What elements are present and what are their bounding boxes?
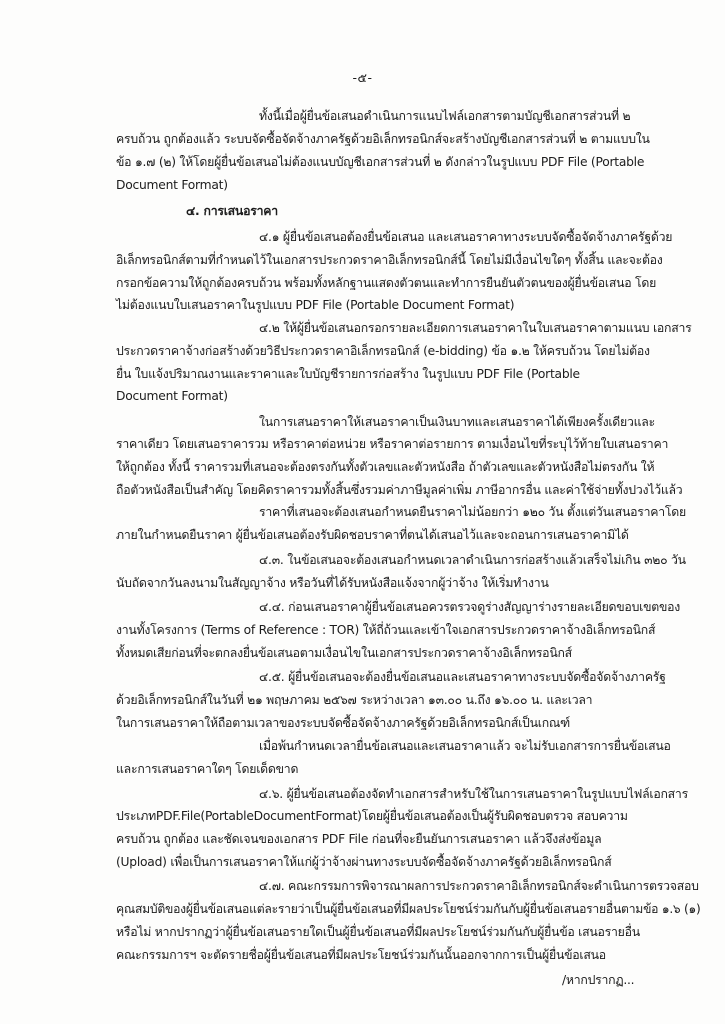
- paragraph-line: ประเภทPDF.File(PortableDocumentFormat)โดยผู้ยื่นข้อเสนอต้องเป็นผู้รับผิดชอบตรวจ สอบความ: [116, 809, 628, 823]
- paragraph-line: ครบถ้วน ถูกต้อง และชัดเจนของเอกสาร PDF File ก่อนที่จะยืนยันการเสนอราคา แล้วจึงส่งข้อมูล: [116, 832, 602, 846]
- paragraph-line: ๔.๗. คณะกรรมการพิจารณาผลการประกวดราคาอิเล็กทรอนิกส์จะดำเนินการตรวจสอบ: [259, 879, 699, 893]
- paragraph-line: นับถัดจากวันลงนามในสัญญาจ้าง หรือวันที่ได้รับหนังสือแจ้งจากผู้ว่าจ้าง ให้เริ่มทำงาน: [116, 576, 549, 590]
- paragraph-line: ๔.๒ ให้ผู้ยื่นข้อเสนอกรอกรายละเอียดการเสนอราคาในใบเสนอราคาตามแนบ เอกสาร: [259, 321, 692, 335]
- paragraph-line: กรอกข้อความให้ถูกต้องครบถ้วน พร้อมทั้งหลักฐานแสดงตัวตนและทำการยืนยันตัวตนของผู้ยื่นข้อเสนอ โดย: [116, 276, 657, 290]
- paragraph-line: เมื่อพ้นกำหนดเวลายื่นข้อเสนอและเสนอราคาแล้ว จะไม่รับเอกสารการยื่นข้อเสนอ: [259, 739, 671, 753]
- section-heading: ๔. การเสนอราคา: [186, 204, 278, 218]
- paragraph-line: ไม่ต้องแนบใบเสนอราคาในรูปแบบ PDF File (Portable Document Format): [116, 298, 515, 312]
- paragraph-line: ราคาเดียว โดยเสนอราคารวม หรือราคาต่อหน่วย หรือราคาต่อรายการ ตามเงื่อนไขที่ระบุไว้ท้ายใบเสนอราคา: [116, 437, 669, 451]
- paragraph-line: ในการเสนอราคาให้เสนอราคาเป็นเงินบาทและเสนอราคาได้เพียงครั้งเดียวและ: [259, 415, 655, 429]
- paragraph-line: ถือตัวหนังสือเป็นสำคัญ โดยคิดราคารวมทั้งสิ้นซึ่งรวมค่าภาษีมูลค่าเพิ่ม ภาษีอากรอื่น และค่าใช้จ่ายทั้งปวงไว้แล้ว: [116, 483, 683, 497]
- paragraph-line: ทั้งนี้เมื่อผู้ยื่นข้อเสนอดำเนินการแนบไฟล์เอกสารตามบัญชีเอกสารส่วนที่ ๒: [259, 109, 631, 123]
- page-number: -๕-: [352, 70, 373, 85]
- paragraph-line: ด้วยอิเล็กทรอนิกส์ในวันที่ ๒๑ พฤษภาคม ๒๕๖๗ ระหว่างเวลา ๑๓.๐๐ น.ถึง ๑๖.๐๐ น. และเวลา: [116, 693, 593, 707]
- paragraph-line: อิเล็กทรอนิกส์ตามที่กำหนดไว้ในเอกสารประกวดราคาอิเล็กทรอนิกส์นี้ โดยไม่มีเงื่อนไขใดๆ ทั้งสิ้น และจะต้อง: [116, 253, 663, 267]
- paragraph-line: ให้ถูกต้อง ทั้งนี้ ราคารวมที่เสนอจะต้องตรงกันทั้งตัวเลขและตัวหนังสือ ถ้าตัวเลขและตัวหนังสือไม่ตรงกัน ให้: [116, 460, 655, 474]
- paragraph-line: ภายในกำหนดยืนราคา ผู้ยื่นข้อเสนอต้องรับผิดชอบราคาที่ตนได้เสนอไว้และจะถอนการเสนอราคามิได้: [116, 528, 629, 542]
- paragraph-line: ในการเสนอราคาให้ถือตามเวลาของระบบจัดซื้อจัดจ้างภาครัฐด้วยอิเล็กทรอนิกส์เป็นเกณฑ์: [116, 716, 571, 730]
- paragraph-line: ครบถ้วน ถูกต้องแล้ว ระบบจัดซื้อจัดจ้างภาครัฐด้วยอิเล็กทรอนิกส์จะสร้างบัญชีเอกสารส่วนที่ ๒ ตามแบบใน: [116, 132, 650, 146]
- paragraph-line: ๔.๑ ผู้ยื่นข้อเสนอต้องยื่นข้อเสนอ และเสนอราคาทางระบบจัดซื้อจัดจ้างภาครัฐด้วย: [259, 230, 673, 244]
- paragraph-line: ยื่น ใบแจ้งปริมาณงานและราคาและใบบัญชีรายการก่อสร้าง ในรูปแบบ PDF File (Portable: [116, 367, 580, 381]
- paragraph-line: ๔.๕. ผู้ยื่นข้อเสนอจะต้องยื่นข้อเสนอและเสนอราคาทางระบบจัดซื้อจัดจ้างภาครัฐ: [259, 670, 666, 684]
- paragraph-line: คุณสมบัติของผู้ยื่นข้อเสนอแต่ละรายว่าเป็นผู้ยื่นข้อเสนอที่มีผลประโยชน์ร่วมกันกับผู้ยื่นข้อเสนอรายอื่นตามข้อ ๑.๖ (๑): [116, 902, 701, 916]
- paragraph-line: ราคาที่เสนอจะต้องเสนอกำหนดยืนราคาไม่น้อยกว่า ๑๒๐ วัน ตั้งแต่วันเสนอราคาโดย: [259, 505, 686, 519]
- paragraph-line: หรือไม่ หากปรากฏว่าผู้ยื่นข้อเสนอรายใดเป็นผู้ยื่นข้อเสนอที่มีผลประโยชน์ร่วมกันกับผู้ยื่นข้อ เสนอรายอื่น: [116, 925, 640, 939]
- paragraph-line: ประกวดราคาจ้างก่อสร้างด้วยวิธีประกวดราคาอิเล็กทรอนิกส์ (e-bidding) ข้อ ๑.๒ ให้ครบถ้วน โดยไม่ต้อง: [116, 344, 650, 358]
- paragraph-line: และการเสนอราคาใดๆ โดยเด็ดขาด: [116, 762, 299, 776]
- continuation-reference: /หากปรากฏ...: [562, 973, 635, 987]
- paragraph-line: Document Format): [116, 178, 228, 192]
- paragraph-line: ทั้งหมดเสียก่อนที่จะตกลงยื่นข้อเสนอตามเงื่อนไขในเอกสารประกวดราคาจ้างอิเล็กทรอนิกส์: [116, 646, 572, 660]
- paragraph-line: คณะกรรมการฯ จะตัดรายชื่อผู้ยื่นข้อเสนอที่มีผลประโยชน์ร่วมกันนั้นออกจากการเป็นผู้ยื่นข้อเสนอ: [116, 948, 606, 962]
- paragraph-line: ข้อ ๑.๗ (๒) ให้โดยผู้ยื่นข้อเสนอไม่ต้องแนบบัญชีเอกสารส่วนที่ ๒ ดังกล่าวในรูปแบบ PDF File (Portable: [116, 155, 645, 169]
- paragraph-line: (Upload) เพื่อเป็นการเสนอราคาให้แก่ผู้ว่าจ้างผ่านทางระบบจัดซื้อจัดจ้างภาครัฐด้วยอิเล็กทรอนิกส์: [116, 855, 612, 869]
- paragraph-line: ๔.๖. ผู้ยื่นข้อเสนอต้องจัดทำเอกสารสำหรับใช้ในการเสนอราคาในรูปแบบไฟล์เอกสาร: [259, 787, 688, 801]
- paragraph-line: Document Format): [116, 389, 228, 403]
- paragraph-line: งานทั้งโครงการ (Terms of Reference : TOR) ให้ถี่ถ้วนและเข้าใจเอกสารประกวดราคาจ้างอิเล็กทรอนิกส์: [116, 623, 656, 637]
- paragraph-line: ๔.๓. ในข้อเสนอจะต้องเสนอกำหนดเวลาดำเนินการก่อสร้างแล้วเสร็จไม่เกิน ๓๒๐ วัน: [259, 553, 686, 567]
- paragraph-line: ๔.๔. ก่อนเสนอราคาผู้ยื่นข้อเสนอควรตรวจดูร่างสัญญาร่างรายละเอียดขอบเขตของ: [259, 600, 681, 614]
